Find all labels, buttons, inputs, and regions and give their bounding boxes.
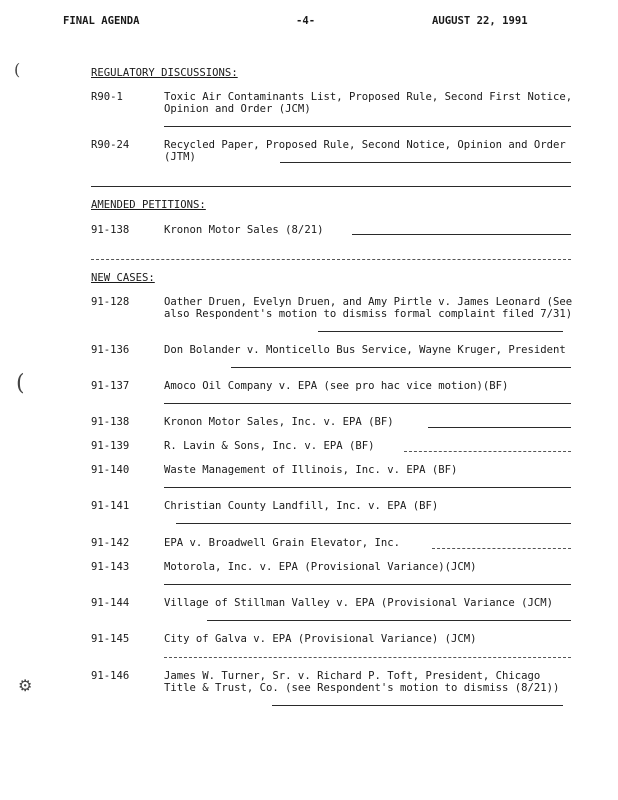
item-number: 91-140 — [91, 464, 130, 476]
item-rule — [176, 523, 571, 524]
item-number: 91-142 — [91, 537, 130, 549]
page-number: -4- — [296, 15, 316, 27]
item-rule — [164, 403, 571, 404]
item-text: James W. Turner, Sr. v. Richard P. Toft, President, Chicago Title & Trust, Co. (see Respondent's motion to dismiss (8/21)) — [164, 670, 560, 695]
item-rule — [164, 657, 571, 658]
item-number: 91-143 — [91, 561, 130, 573]
seal-mark: ⚙ — [18, 676, 33, 695]
margin-mark: ( — [16, 371, 25, 396]
item-text: Toxic Air Contaminants List, Proposed Rule, Second First Notice, Opinion and Order (JCM) — [164, 91, 573, 116]
item-text: Recycled Paper, Proposed Rule, Second Notice, Opinion and Order (JTM) — [164, 139, 566, 164]
item-rule — [164, 584, 571, 585]
item-rule — [164, 126, 571, 127]
item-text: Village of Stillman Valley v. EPA (Provisional Variance (JCM) — [164, 597, 554, 609]
item-number: R90-1 — [91, 91, 123, 103]
margin-mark: ( — [14, 60, 21, 79]
section-divider — [91, 259, 571, 260]
item-number: R90-24 — [91, 139, 130, 151]
item-text: Kronon Motor Sales, Inc. v. EPA (BF) — [164, 416, 394, 428]
item-rule — [280, 162, 571, 163]
item-rule — [428, 427, 571, 428]
item-number: 91-128 — [91, 296, 130, 308]
item-number: 91-141 — [91, 500, 130, 512]
section-heading-amended: AMENDED PETITIONS: — [91, 199, 206, 211]
item-number: 91-137 — [91, 380, 130, 392]
item-number: 91-145 — [91, 633, 130, 645]
item-text: Waste Management of Illinois, Inc. v. EPA (BF) — [164, 464, 458, 476]
header-title: FINAL AGENDA — [63, 15, 140, 27]
section-divider — [91, 186, 571, 187]
section-heading-regulatory: REGULATORY DISCUSSIONS: — [91, 67, 238, 79]
item-rule — [207, 620, 571, 621]
item-number: 91-146 — [91, 670, 130, 682]
item-text: Motorola, Inc. v. EPA (Provisional Variance)(JCM) — [164, 561, 477, 573]
item-text: Kronon Motor Sales (8/21) — [164, 224, 324, 236]
item-rule — [352, 234, 571, 235]
item-text: City of Galva v. EPA (Provisional Variance) (JCM) — [164, 633, 477, 645]
item-text: Christian County Landfill, Inc. v. EPA (BF) — [164, 500, 439, 512]
item-rule — [404, 451, 571, 452]
section-heading-new-cases: NEW CASES: — [91, 272, 155, 284]
item-number: 91-136 — [91, 344, 130, 356]
item-rule — [432, 548, 571, 549]
item-number: 91-138 — [91, 416, 130, 428]
item-text: R. Lavin & Sons, Inc. v. EPA (BF) — [164, 440, 375, 452]
item-text: Don Bolander v. Monticello Bus Service, Wayne Kruger, President — [164, 344, 566, 356]
item-rule — [272, 705, 563, 706]
item-number: 91-138 — [91, 224, 130, 236]
item-text: EPA v. Broadwell Grain Elevator, Inc. — [164, 537, 400, 549]
item-rule — [231, 367, 571, 368]
item-number: 91-139 — [91, 440, 130, 452]
item-rule — [318, 331, 563, 332]
item-text: Amoco Oil Company v. EPA (see pro hac vice motion)(BF) — [164, 380, 509, 392]
item-text: Oather Druen, Evelyn Druen, and Amy Pirtle v. James Leonard (See also Respondent's motion to dismiss formal complaint filed 7/31) — [164, 296, 573, 321]
item-rule — [164, 487, 571, 488]
item-number: 91-144 — [91, 597, 130, 609]
header-date: AUGUST 22, 1991 — [432, 15, 528, 27]
